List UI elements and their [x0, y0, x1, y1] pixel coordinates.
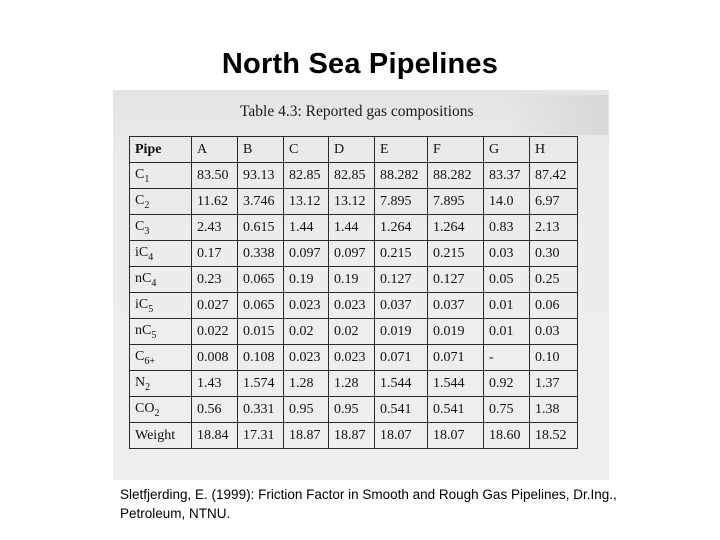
value-cell: 0.01: [484, 319, 530, 345]
component-label: iC: [135, 296, 149, 312]
row-label-cell: [130, 241, 192, 267]
value-cell: 0.127: [375, 267, 428, 293]
value-cell: 0.338: [238, 241, 284, 267]
component-label: C: [135, 166, 145, 182]
row-label-cell: [130, 397, 192, 423]
value-cell: 2.43: [192, 215, 238, 241]
value-cell: 0.108: [238, 345, 284, 371]
value-cell: 82.85: [284, 163, 329, 189]
value-cell: 93.13: [238, 163, 284, 189]
value-cell: 1.264: [375, 215, 428, 241]
table-row: [130, 397, 578, 423]
value-cell: 88.282: [375, 163, 428, 189]
value-cell: 0.019: [375, 319, 428, 345]
value-cell: 1.544: [375, 371, 428, 397]
header-cell: C: [284, 137, 329, 163]
row-label-cell: [130, 319, 192, 345]
value-cell: 0.023: [329, 345, 375, 371]
gas-composition-table: [129, 136, 578, 449]
source-citation: [120, 485, 710, 523]
value-cell: 0.19: [329, 267, 375, 293]
component-subscript: 2: [154, 407, 160, 419]
value-cell: 0.215: [428, 241, 484, 267]
component-label: N: [135, 374, 146, 390]
value-cell: 0.06: [530, 293, 578, 319]
component-subscript: 3: [144, 225, 150, 237]
value-cell: 0.17: [192, 241, 238, 267]
header-cell: H: [530, 137, 578, 163]
value-cell: 1.264: [428, 215, 484, 241]
value-cell: 83.50: [192, 163, 238, 189]
row-label-cell: [130, 345, 192, 371]
value-cell: 0.015: [238, 319, 284, 345]
table-row: [130, 189, 578, 215]
value-cell: -: [484, 345, 530, 371]
row-label-cell: [130, 371, 192, 397]
value-cell: 1.28: [284, 371, 329, 397]
table-row: [130, 241, 578, 267]
value-cell: 0.022: [192, 319, 238, 345]
value-cell: 0.097: [284, 241, 329, 267]
row-label-cell: [130, 189, 192, 215]
table-row: [130, 345, 578, 371]
component-label: Weight: [135, 427, 176, 443]
value-cell: 0.541: [375, 397, 428, 423]
row-label-cell: [130, 215, 192, 241]
value-cell: 18.87: [329, 423, 375, 449]
value-cell: 0.331: [238, 397, 284, 423]
value-cell: 0.065: [238, 267, 284, 293]
value-cell: 0.03: [530, 319, 578, 345]
value-cell: 1.44: [284, 215, 329, 241]
value-cell: 0.83: [484, 215, 530, 241]
value-cell: 1.37: [530, 371, 578, 397]
component-subscript: 4: [148, 251, 154, 263]
value-cell: 0.037: [375, 293, 428, 319]
value-cell: 0.02: [329, 319, 375, 345]
header-cell: A: [192, 137, 238, 163]
value-cell: 0.02: [284, 319, 329, 345]
component-subscript: 2: [144, 199, 150, 211]
component-label: C: [135, 192, 145, 208]
table-header-row: [130, 137, 578, 163]
row-label-cell: [130, 293, 192, 319]
value-cell: 0.065: [238, 293, 284, 319]
table-row: [130, 267, 578, 293]
value-cell: 88.282: [428, 163, 484, 189]
value-cell: 0.95: [284, 397, 329, 423]
scan-shadow: [505, 95, 608, 135]
value-cell: 0.019: [428, 319, 484, 345]
row-label-cell: [130, 267, 192, 293]
component-label: C: [135, 348, 145, 364]
value-cell: 0.027: [192, 293, 238, 319]
header-cell: B: [238, 137, 284, 163]
value-cell: 7.895: [428, 189, 484, 215]
value-cell: 0.071: [375, 345, 428, 371]
header-cell: E: [375, 137, 428, 163]
value-cell: 1.43: [192, 371, 238, 397]
value-cell: 0.25: [530, 267, 578, 293]
table-row: [130, 215, 578, 241]
value-cell: 18.87: [284, 423, 329, 449]
value-cell: 13.12: [284, 189, 329, 215]
slide-title: North Sea Pipelines: [221, 48, 499, 80]
value-cell: 0.541: [428, 397, 484, 423]
table-caption: Table 4.3: Reported gas compositions: [240, 103, 474, 120]
value-cell: 0.10: [530, 345, 578, 371]
value-cell: 0.03: [484, 241, 530, 267]
value-cell: 1.544: [428, 371, 484, 397]
value-cell: 11.62: [192, 189, 238, 215]
component-label: nC: [135, 322, 152, 338]
component-label: iC: [135, 244, 149, 260]
row-label-cell: [130, 423, 192, 449]
value-cell: 18.07: [375, 423, 428, 449]
value-cell: 0.23: [192, 267, 238, 293]
value-cell: 6.97: [530, 189, 578, 215]
table-row: [130, 423, 578, 449]
value-cell: 0.008: [192, 345, 238, 371]
value-cell: 7.895: [375, 189, 428, 215]
value-cell: 83.37: [484, 163, 530, 189]
value-cell: 0.215: [375, 241, 428, 267]
header-cell: F: [428, 137, 484, 163]
header-cell: G: [484, 137, 530, 163]
header-cell: D: [329, 137, 375, 163]
table-body: [130, 163, 578, 449]
header-cell: Pipe: [130, 137, 192, 163]
value-cell: 2.13: [530, 215, 578, 241]
value-cell: 0.75: [484, 397, 530, 423]
value-cell: 82.85: [329, 163, 375, 189]
value-cell: 0.95: [329, 397, 375, 423]
row-label-cell: [130, 163, 192, 189]
value-cell: 0.023: [329, 293, 375, 319]
value-cell: 0.127: [428, 267, 484, 293]
value-cell: 1.38: [530, 397, 578, 423]
component-subscript: 1: [144, 173, 150, 185]
value-cell: 0.023: [284, 345, 329, 371]
table-row: [130, 163, 578, 189]
value-cell: 0.92: [484, 371, 530, 397]
value-cell: 0.023: [284, 293, 329, 319]
value-cell: 0.615: [238, 215, 284, 241]
component-subscript: 4: [151, 277, 157, 289]
value-cell: 1.28: [329, 371, 375, 397]
table-row: [130, 371, 578, 397]
value-cell: 1.574: [238, 371, 284, 397]
value-cell: 0.071: [428, 345, 484, 371]
value-cell: 0.097: [329, 241, 375, 267]
value-cell: 0.01: [484, 293, 530, 319]
value-cell: 18.84: [192, 423, 238, 449]
component-subscript: 6+: [144, 355, 155, 367]
component-subscript: 5: [148, 303, 154, 315]
value-cell: 87.42: [530, 163, 578, 189]
value-cell: 18.07: [428, 423, 484, 449]
value-cell: 0.30: [530, 241, 578, 267]
value-cell: 18.52: [530, 423, 578, 449]
value-cell: 17.31: [238, 423, 284, 449]
value-cell: 14.0: [484, 189, 530, 215]
component-label: C: [135, 218, 145, 234]
component-subscript: 5: [151, 329, 157, 341]
source-line: Sletfjerding, E. (1999): Friction Factor in Smooth and Rough Gas Pipelines, Dr.Ing.,: [120, 487, 617, 502]
component-label: CO: [135, 400, 155, 416]
value-cell: 13.12: [329, 189, 375, 215]
table-row: [130, 319, 578, 345]
value-cell: 18.60: [484, 423, 530, 449]
table-row: [130, 293, 578, 319]
value-cell: 0.19: [284, 267, 329, 293]
component-label: nC: [135, 270, 152, 286]
source-line: Petroleum, NTNU.: [120, 506, 231, 521]
component-subscript: 2: [145, 381, 151, 393]
value-cell: 0.037: [428, 293, 484, 319]
value-cell: 0.56: [192, 397, 238, 423]
value-cell: 0.05: [484, 267, 530, 293]
value-cell: 1.44: [329, 215, 375, 241]
value-cell: 3.746: [238, 189, 284, 215]
